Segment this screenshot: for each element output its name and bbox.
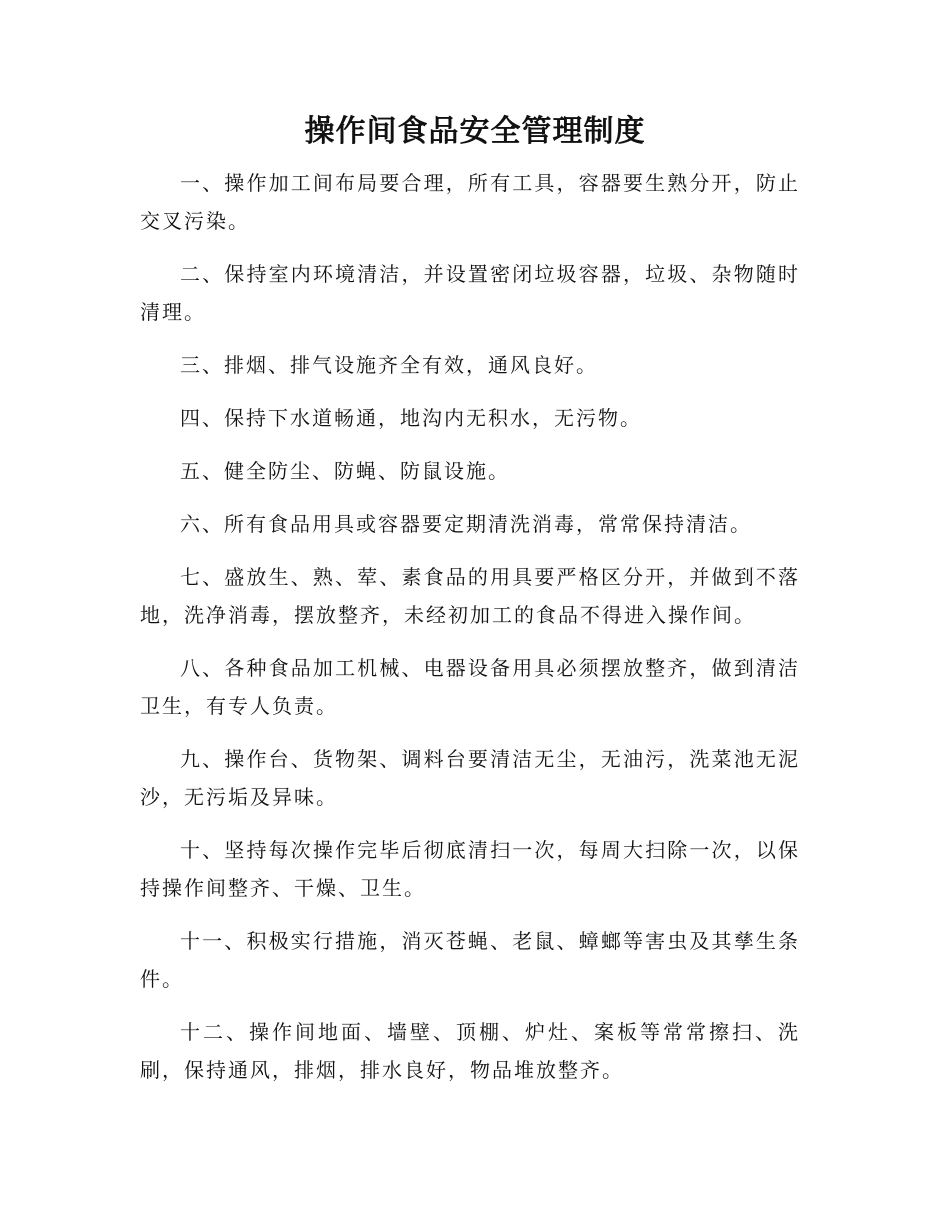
paragraph-2: 二、保持室内环境清洁，并设置密闭垃圾容器，垃圾、杂物随时清理。 — [140, 262, 800, 324]
paragraph-5: 五、健全防尘、防蝇、防鼠设施。 — [180, 459, 510, 483]
document-title: 操作间食品安全管理制度 — [304, 114, 646, 149]
paragraph-3: 三、排烟、排气设施齐全有效，通风良好。 — [180, 353, 598, 377]
paragraph-8: 八、各种食品加工机械、电器设备用具必须摆放整齐，做到清洁卫生，有专人负责。 — [140, 656, 800, 718]
paragraph-11: 十一、积极实行措施，消灭苍蝇、老鼠、蟑螂等害虫及其孳生条件。 — [140, 929, 800, 991]
document-body — [140, 164, 800, 1104]
paragraph-7: 七、盛放生、熟、荤、素食品的用具要严格区分开，并做到不落地，洗净消毒，摆放整齐，未经初加工的食品不得进入操作间。 — [140, 565, 800, 627]
paragraph-4: 四、保持下水道畅通，地沟内无积水，无污物。 — [180, 406, 642, 430]
paragraph-1: 一、操作加工间布局要合理，所有工具，容器要生熟分开，防止交叉污染。 — [140, 171, 800, 233]
paragraph-6: 六、所有食品用具或容器要定期清洗消毒，常常保持清洁。 — [180, 512, 752, 536]
paragraph-10: 十、坚持每次操作完毕后彻底清扫一次，每周大扫除一次，以保持操作间整齐、干燥、卫生。 — [140, 838, 800, 900]
paragraph-12: 十二、操作间地面、墙壁、顶棚、炉灶、案板等常常擦扫、洗刷，保持通风，排烟，排水良好，物品堆放整齐。 — [140, 1020, 800, 1082]
paragraph-9: 九、操作台、货物架、调料台要清洁无尘，无油污，洗菜池无泥沙，无污垢及异味。 — [140, 747, 800, 809]
